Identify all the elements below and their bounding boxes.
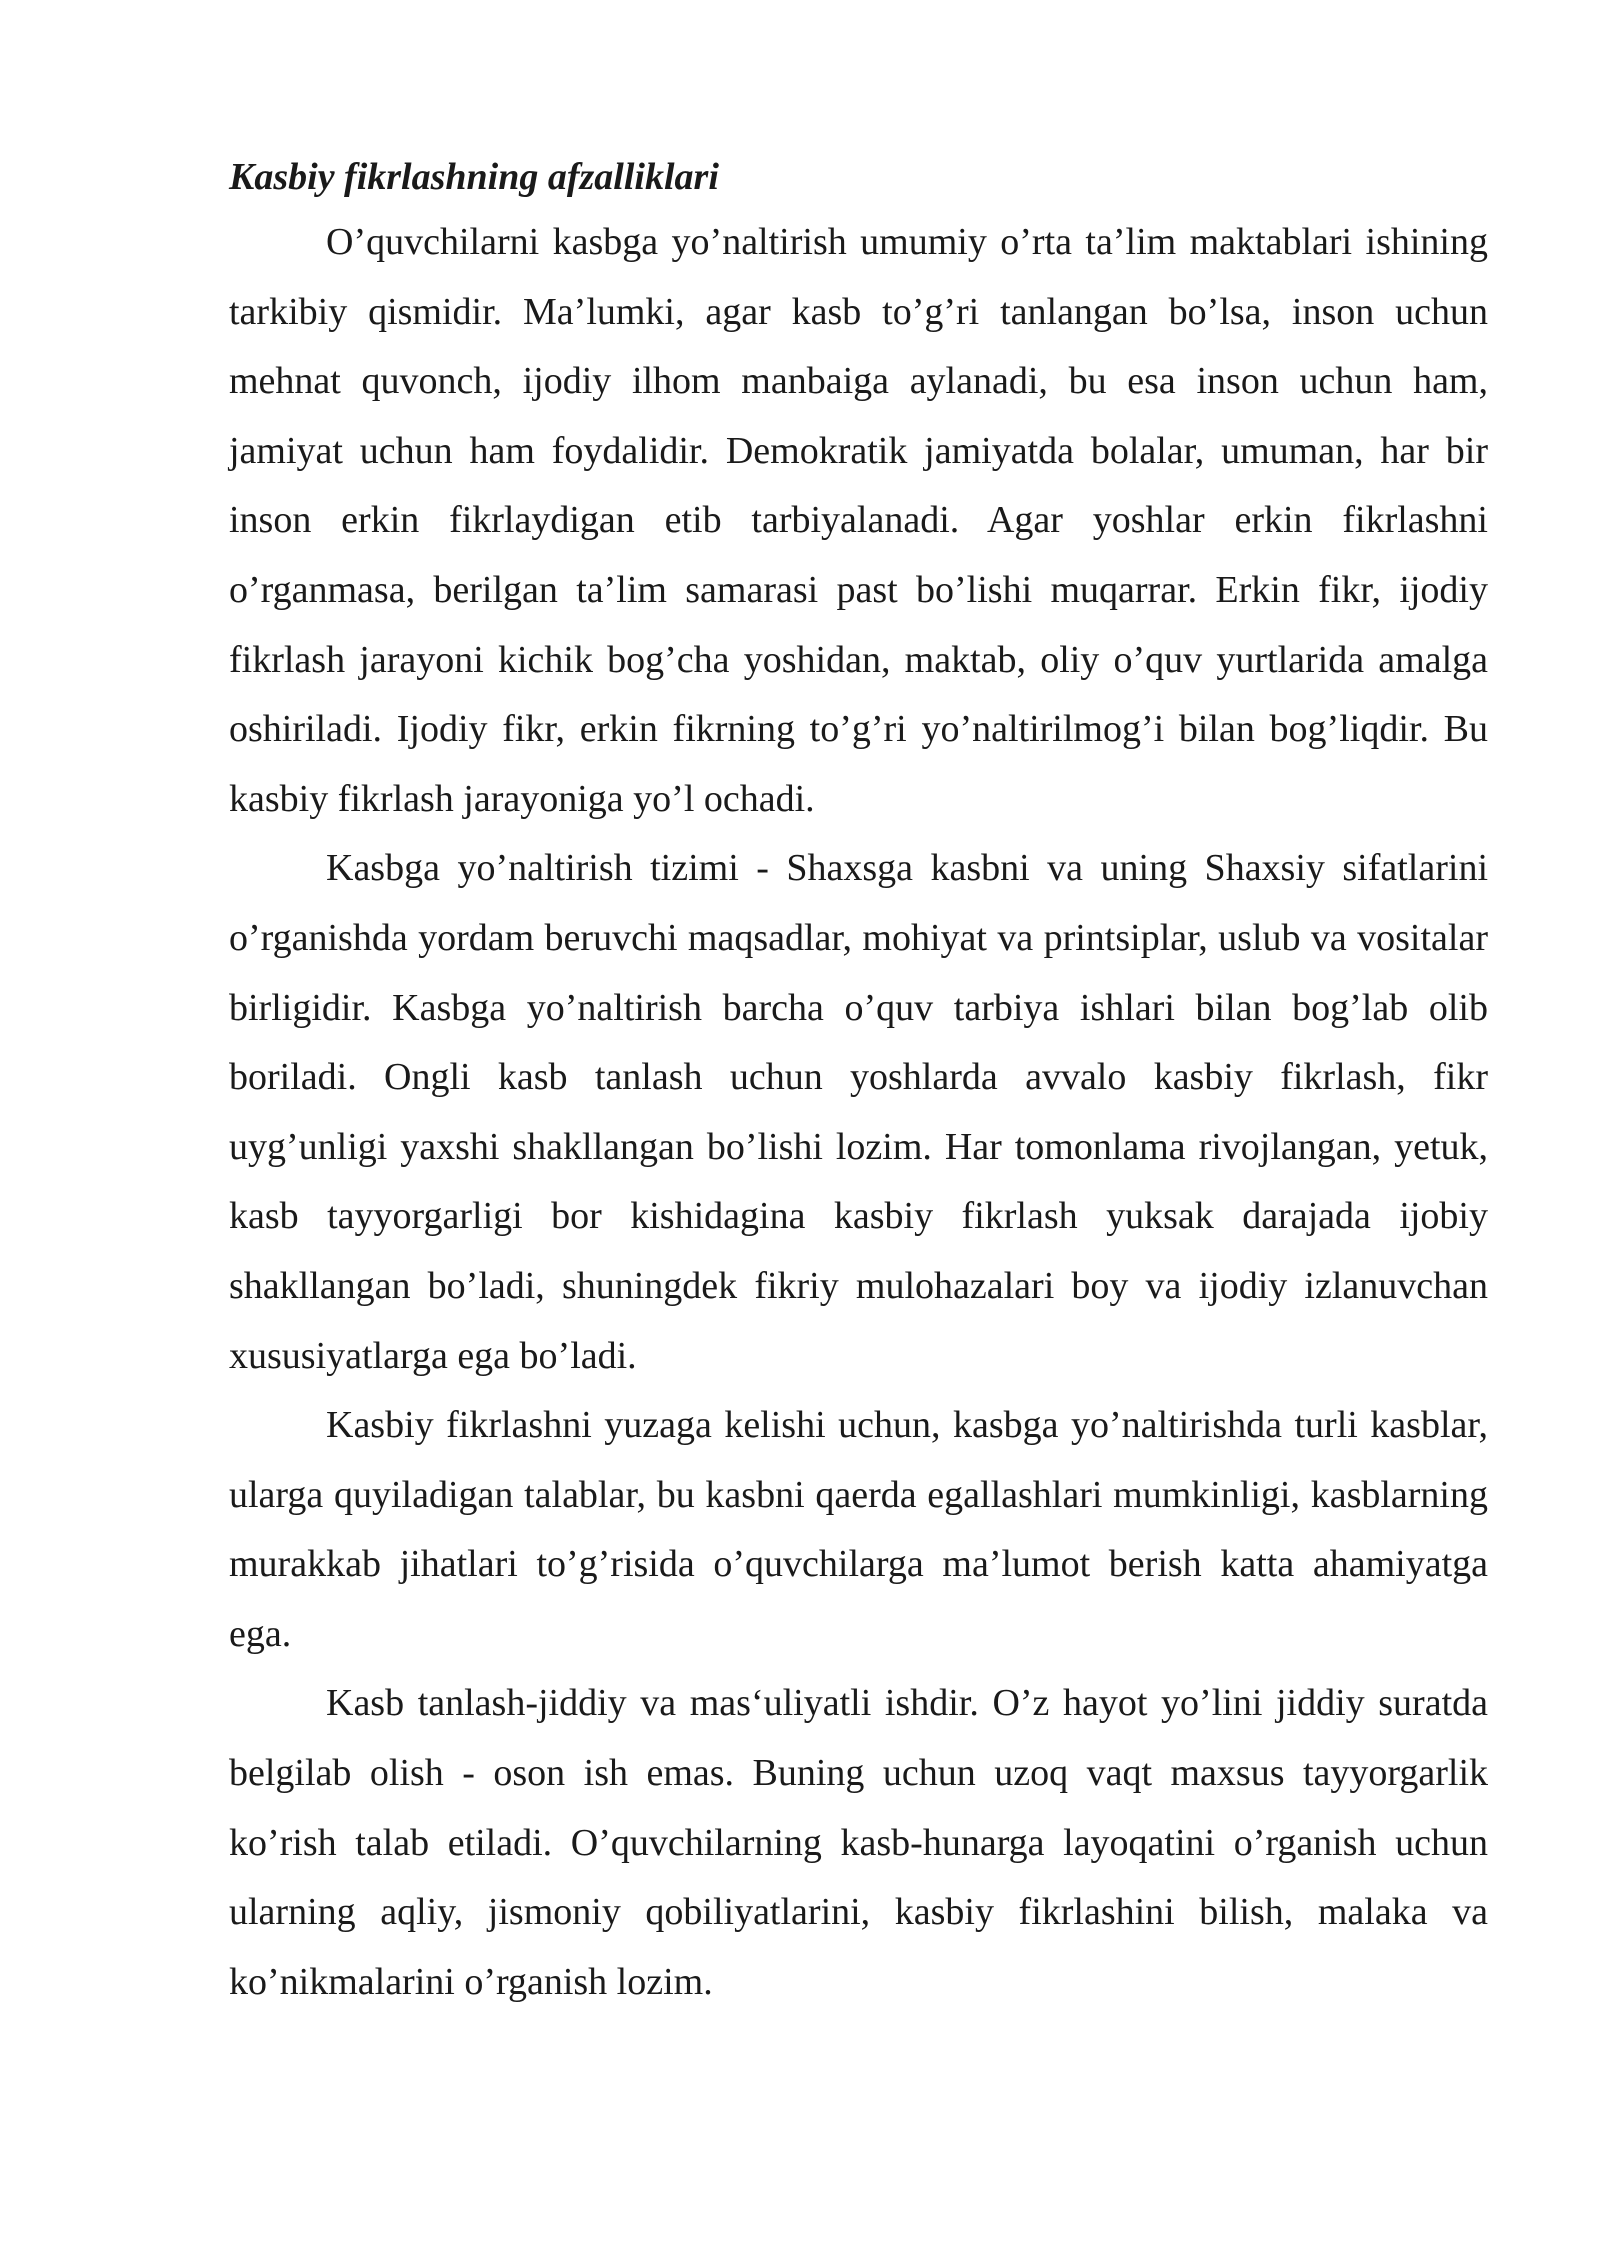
paragraph-2: Kasbga yo’naltirish tizimi - Shaxsga kasbni va uning Shaxsiy sifatlarini o’rganishda yordam beruvchi maqsadlar, mohiyat va printsiplar, uslub va vositalar birligidir. Kasbga yo’naltirish barcha o’quv tarbiya ishlari bilan bog’lab olib boriladi. Ongli kasb tanlash uchun yoshlarda avvalo kasbiy fikrlash, fikr uyg’unligi yaxshi shakllangan bo’lishi lozim. Har tomonlama rivojlangan, yetuk, kasb tayyorgarligi bor kishidagina kasbiy fikrlash yuksak darajada ijobiy shakllangan bo’ladi, shuningdek fikriy mulohazalari boy va ijodiy izlanuvchan xususiyatlarga ega bo’ladi. <box>229 847 1488 1377</box>
paragraph-1: O’quvchilarni kasbga yo’naltirish umumiy o’rta ta’lim maktablari ishining tarkibiy qismidir. Ma’lumki, agar kasb to’g’ri tanlangan bo’lsa, inson uchun mehnat quvonch, ijodiy ilhom manbaiga aylanadi, bu esa inson uchun ham, jamiyat uchun ham foydalidir. Demokratik jamiyatda bolalar, umuman, har bir inson erkin fikrlaydigan etib tarbiyalanadi. Agar yoshlar erkin fikrlashni o’rganmasa, berilgan ta’lim samarasi past bo’lishi muqarrar. Erkin fikr, ijodiy fikrlash jarayoni kichik bog’cha yoshidan, maktab, oliy o’quv yurtlarida amalga oshiriladi. Ijodiy fikr, erkin fikrning to’g’ri yo’naltirilmog’i bilan bog’liqdir. Bu kasbiy fikrlash jarayoniga yo’l ochadi. <box>229 221 1488 820</box>
document-body <box>229 146 1488 2017</box>
paragraph-3: Kasbiy fikrlashni yuzaga kelishi uchun, kasbga yo’naltirishda turli kasblar, ularga quyiladigan talablar, bu kasbni qaerda egallashlari mumkinligi, kasblarning murakkab jihatlari to’g’risida o’quvchilarga ma’lumot berish katta ahamiyatga ega. <box>229 1404 1488 1655</box>
document-title: Kasbiy fikrlashning afzalliklari <box>229 156 719 198</box>
paragraph-4: Kasb tanlash-jiddiy va mas‘uliyatli ishdir. O’z hayot yo’lini jiddiy suratda belgilab olish - oson ish emas. Buning uchun uzoq vaqt maxsus tayyorgarlik ko’rish talab etiladi. O’quvchilarning kasb-hunarga layoqatini o’rganish uchun ularning aqliy, jismoniy qobiliyatlarini, kasbiy fikrlashini bilish, malaka va ko’nikmalarini o’rganish lozim. <box>229 1682 1488 2003</box>
